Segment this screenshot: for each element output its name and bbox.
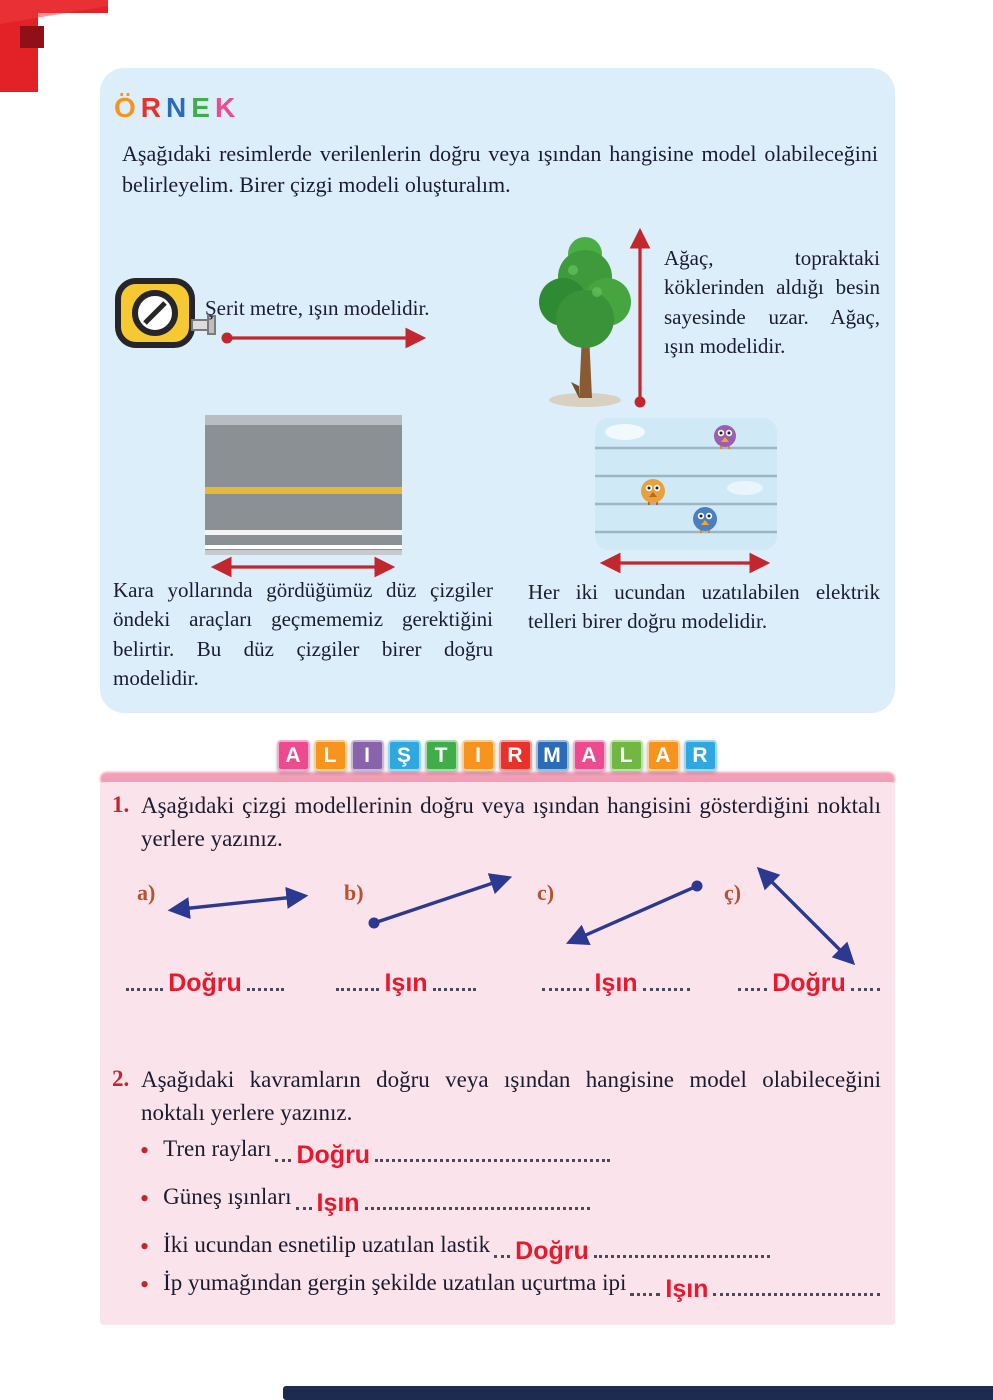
- q1-ray-c: [556, 872, 710, 954]
- dotted-line: [336, 985, 379, 991]
- answer-text: Doğru: [772, 969, 846, 997]
- alistirmalar-letter-tile: M: [536, 740, 569, 771]
- q1-number: 1.: [112, 792, 130, 817]
- q2-item-row: [140, 1136, 610, 1169]
- purple-bird: [714, 425, 736, 449]
- q1-answer-c: [542, 969, 690, 997]
- alistirmalar-letter-tile: L: [610, 740, 643, 771]
- ornek-letter: N: [166, 92, 190, 123]
- q2-number: 2.: [112, 1066, 130, 1091]
- ornek-letter: E: [191, 92, 213, 123]
- dotted-line: [643, 985, 690, 991]
- road-white-line: [205, 530, 402, 535]
- bullet-icon: •: [140, 1232, 150, 1262]
- dotted-line: [494, 1252, 510, 1258]
- q2-item-text: İki ucundan esnetilip uzatılan lastik: [163, 1232, 491, 1257]
- tape-ray-arrow: [218, 326, 436, 350]
- answer-text: Işın: [384, 969, 428, 997]
- birds-on-wires-drawing: [595, 418, 777, 550]
- q1-item-c-label: c): [537, 880, 555, 905]
- dotted-line: [296, 1204, 312, 1210]
- q1-line-c2: [746, 856, 866, 976]
- ornek-letter: R: [140, 92, 165, 123]
- answer-text: Işın: [665, 1274, 709, 1303]
- dotted-line: [738, 985, 767, 991]
- dotted-line: [247, 985, 284, 991]
- ornek-heading: [114, 92, 238, 124]
- q1-item-c2-label: ç): [724, 880, 742, 905]
- birds-on-wires-illustration: [595, 418, 777, 550]
- dotted-line: [630, 1290, 660, 1296]
- answer-text: Doğru: [296, 1140, 371, 1169]
- answer-text: Doğru: [515, 1236, 589, 1265]
- ornek-letter: K: [214, 92, 239, 123]
- bullet-icon: •: [140, 1184, 150, 1214]
- q2-item-text: Tren rayları: [163, 1136, 272, 1161]
- road-illustration: [205, 415, 402, 555]
- alistirmalar-letter-tile: A: [647, 740, 680, 771]
- dotted-line: [365, 1204, 590, 1210]
- alistirmalar-letter-tile: I: [462, 740, 495, 771]
- dotted-line: [542, 985, 589, 991]
- wires-caption: Her iki ucundan uzatılabilen elektrik telleri birer doğru modelidir.: [528, 580, 880, 634]
- tape-measure-illustration: [112, 276, 220, 358]
- orange-bird: [641, 479, 665, 505]
- dotted-line: [126, 985, 163, 991]
- q1-item-b-label: b): [344, 880, 364, 905]
- ornek-letter: Ö: [114, 92, 139, 123]
- q1-answer-c2: [738, 969, 880, 997]
- q2-answer-slot: [630, 1274, 880, 1303]
- alistirmalar-letter-tile: T: [425, 740, 458, 771]
- road-caption: Kara yollarında gördüğümüz düz çizgiler öndeki araçları geçmememiz gerektiğini belirtir. Bu düz çizgiler birer doğru modelidir.: [113, 578, 493, 691]
- tape-caption: Şerit metre, ışın modelidir.: [205, 296, 430, 320]
- q1-answer-b: [336, 969, 476, 997]
- alistirmalar-letter-tile: R: [499, 740, 532, 771]
- alistirmalar-letter-tile: R: [684, 740, 717, 771]
- dotted-line: [594, 1252, 770, 1258]
- alistirmalar-letter-tile: A: [277, 740, 310, 771]
- answer-text: Işın: [316, 1188, 360, 1217]
- blue-bird: [693, 507, 717, 533]
- bullet-icon: •: [140, 1136, 150, 1166]
- dotted-line: [275, 1156, 291, 1162]
- dotted-line: [713, 1290, 880, 1296]
- example-intro: Aşağıdaki resimlerde verilenlerin doğru veya ışından hangisine model olabileceğini belirleyelim. Birer çizgi modeli oluşturalım.: [122, 141, 878, 198]
- q2-answer-slot: [275, 1140, 610, 1169]
- dotted-line: [375, 1156, 610, 1162]
- answer-text: Doğru: [168, 969, 242, 997]
- wires-line-arrow: [590, 552, 780, 574]
- answer-text: Işın: [594, 969, 638, 997]
- q1-line-a: [158, 882, 318, 922]
- alistirmalar-letter-tile: L: [314, 740, 347, 771]
- alistirmalar-letter-tile: A: [573, 740, 606, 771]
- q2-item-row: [140, 1270, 880, 1303]
- tree-caption: Ağaç, topraktaki köklerinden aldığı besin sayesinde uzar. Ağaç, ışın modelidir.: [664, 246, 880, 359]
- road-line-arrow: [200, 556, 406, 578]
- alistirmalar-letter-tile: I: [351, 740, 384, 771]
- q2-item-text: Güneş ışınları: [163, 1184, 292, 1209]
- q1-item-a-label: a): [137, 880, 156, 905]
- q2-item-row: [140, 1184, 590, 1217]
- dotted-line: [851, 985, 880, 991]
- q2-item-row: [140, 1232, 770, 1265]
- q1-answer-a: [126, 969, 284, 997]
- tree-illustration: [533, 222, 635, 408]
- road-white-line: [205, 545, 402, 549]
- road-yellow-line: [205, 487, 402, 494]
- alistirmalar-letter-tile: Ş: [388, 740, 421, 771]
- q2-answer-slot: [494, 1236, 770, 1265]
- q2-text: Aşağıdaki kavramların doğru veya ışından hangisine model olabileceğini noktalı yerlere yazınız.: [141, 1067, 881, 1125]
- dotted-line: [433, 985, 476, 991]
- bullet-icon: •: [140, 1270, 150, 1300]
- q1-ray-b: [362, 866, 524, 934]
- q2-answer-slot: [296, 1188, 590, 1217]
- alistirmalar-heading: [0, 740, 993, 771]
- tree-ray-arrow: [628, 218, 652, 410]
- corner-decoration: [0, 0, 112, 96]
- footer-bar: [283, 1386, 993, 1400]
- q1-text: Aşağıdaki çizgi modellerinin doğru veya ışından hangisini gösterdiğini noktalı yerlere yazınız.: [141, 793, 881, 851]
- q2-item-text: İp yumağından gergin şekilde uzatılan uçurtma ipi: [163, 1270, 627, 1295]
